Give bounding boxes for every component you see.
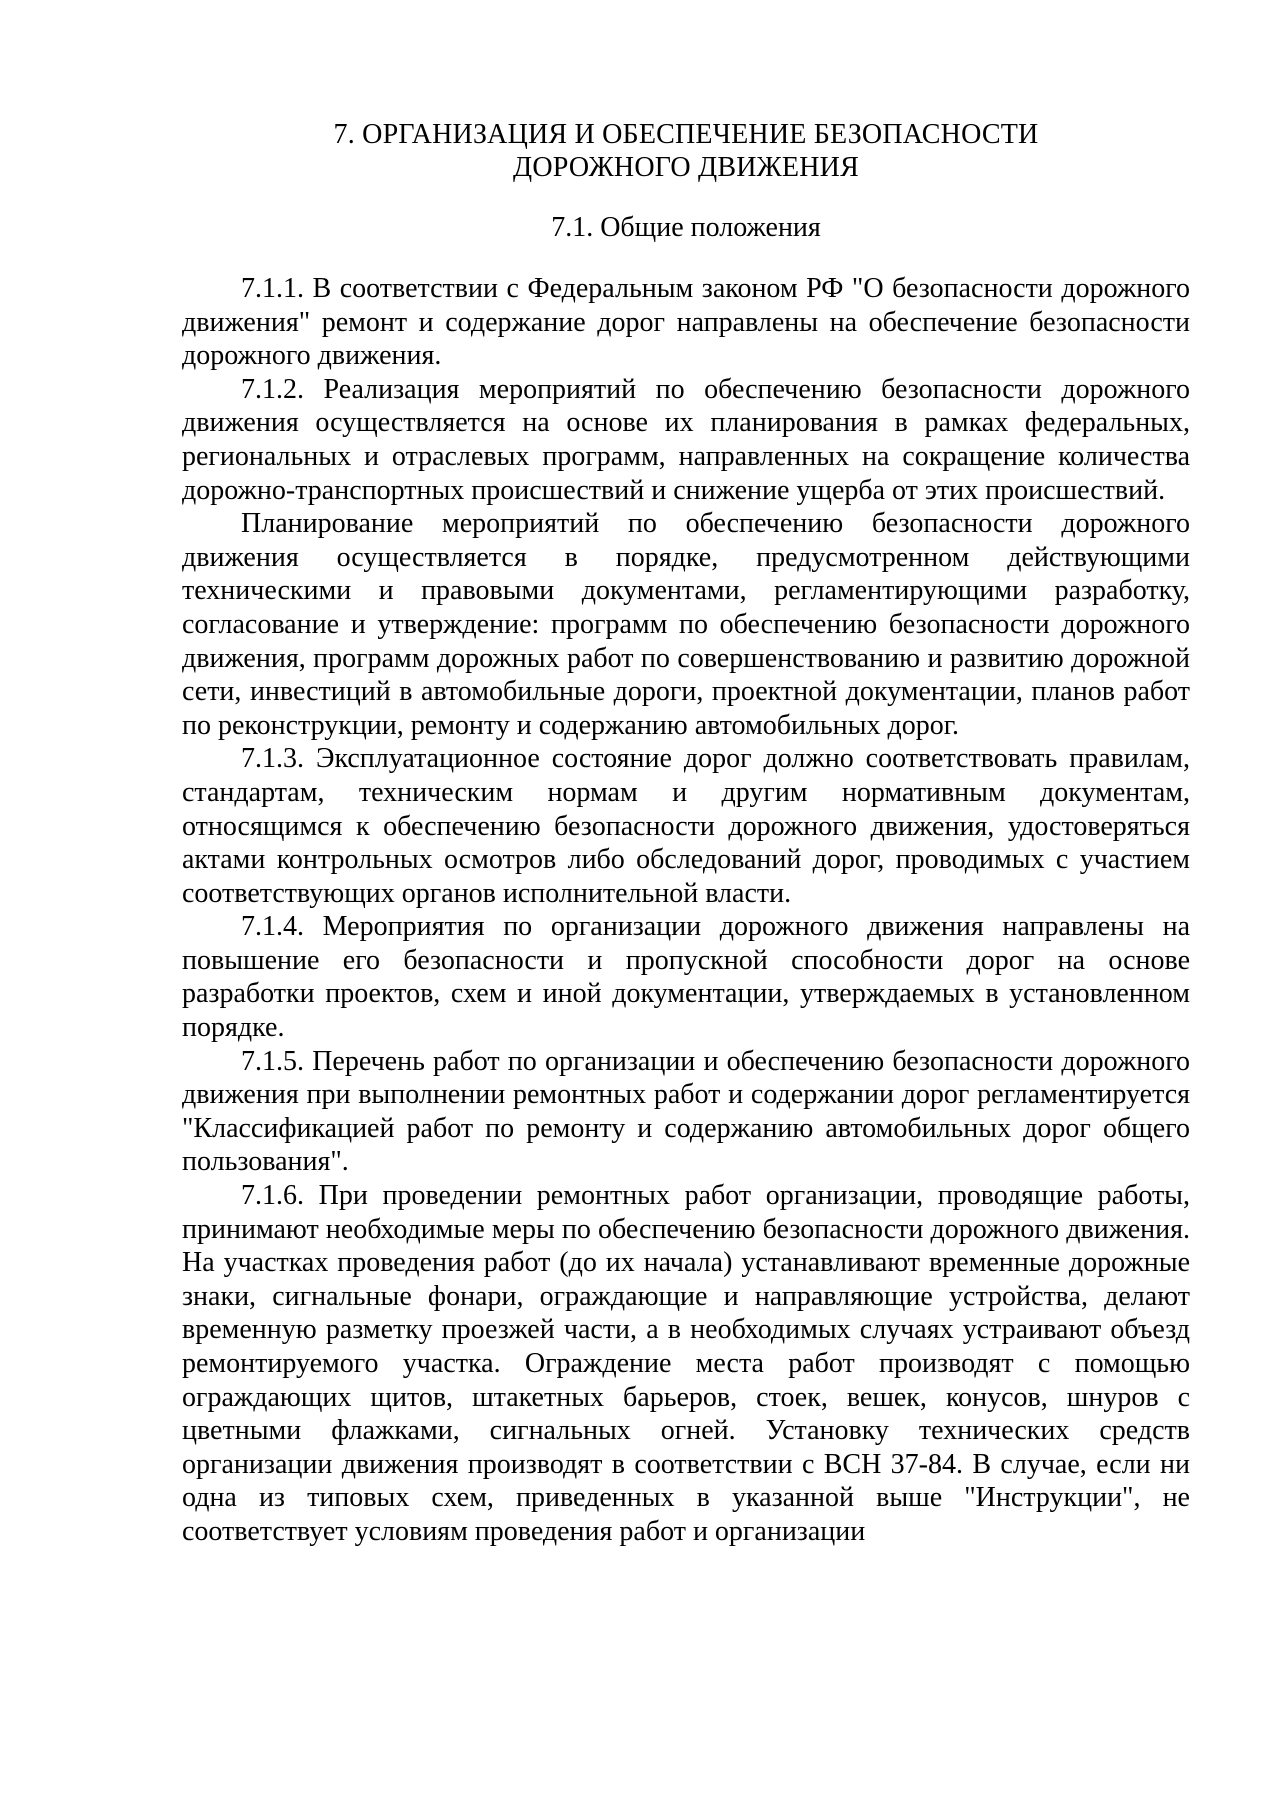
section-title: 7.1. Общие положения	[551, 212, 821, 243]
paragraph-planning: Планирование мероприятий по обеспечению безопасности дорожного движения осуществляется в порядке, предусмотренном действующими техническими и правовыми документами, регламентирующими разработку, согласование и утверждение: программ по обеспечению безопасности дорожного движения, программ дорожных работ по совершенствованию и развитию дорожной сети, инвестиций в автомобильные дороги, проектной документации, планов работ по реконструкции, ремонту и содержанию автомобильных дорог.	[182, 508, 1190, 741]
paragraph-7-1-4: 7.1.4. Мероприятия по организации дорожного движения направлены на повышение его безопасности и пропускной способности дорог на основе разработки проектов, схем и иной документации, утверждаемых в установленном порядке.	[182, 911, 1190, 1044]
paragraph-7-1-1: 7.1.1. В соответствии с Федеральным законом РФ "О безопасности дорожного движения" ремонт и содержание дорог направлены на обеспечение безопасности дорожного движения.	[182, 273, 1190, 372]
document-body	[182, 118, 1190, 1549]
chapter-title	[182, 118, 1190, 184]
paragraph-7-1-6: 7.1.6. При проведении ремонтных работ организации, проводящие работы, принимают необходимые меры по обеспечению безопасности дорожного движения. На участках проведения работ (до их начала) устанавливают временные дорожные знаки, сигнальные фонари, ограждающие и направляющие устройства, делают временную разметку проезжей части, а в необходимых случаях устраивают объезд ремонтируемого участка. Ограждение места работ производят с помощью ограждающих щитов, штакетных барьеров, стоек, вешек, конусов, шнуров с цветными флажками, сигнальных огней. Установку технических средств организации движения производят в соответствии с ВСН 37-84. В случае, если ни одна из типовых схем, приведенных в указанной выше "Инструкции", не соответствует условиям проведения работ и организации	[182, 1180, 1190, 1547]
paragraph-7-1-5: 7.1.5. Перечень работ по организации и обеспечению безопасности дорожного движения при выполнении ремонтных работ и содержании дорог регламентируется "Классификацией работ по ремонту и содержанию автомобильных дорог общего пользования".	[182, 1045, 1190, 1178]
paragraph-7-1-2: 7.1.2. Реализация мероприятий по обеспечению безопасности дорожного движения осуществляется на основе их планирования в рамках федеральных, региональных и отраслевых программ, направленных на сокращение количества дорожно-транспортных происшествий и снижение ущерба от этих происшествий.	[182, 373, 1190, 506]
chapter-title-line-2: ДОРОЖНОГО ДВИЖЕНИЯ	[513, 152, 859, 183]
paragraph-7-1-3: 7.1.3. Эксплуатационное состояние дорог должно соответствовать правилам, стандартам, техническим нормам и другим нормативным документам, относящимся к обеспечению безопасности дорожного движения, удостоверяться актами контрольных осмотров либо обследований дорог, проводимых с участием соответствующих органов исполнительной власти.	[182, 743, 1190, 909]
chapter-title-line-1: 7. ОРГАНИЗАЦИЯ И ОБЕСПЕЧЕНИЕ БЕЗОПАСНОСТИ	[333, 119, 1039, 150]
